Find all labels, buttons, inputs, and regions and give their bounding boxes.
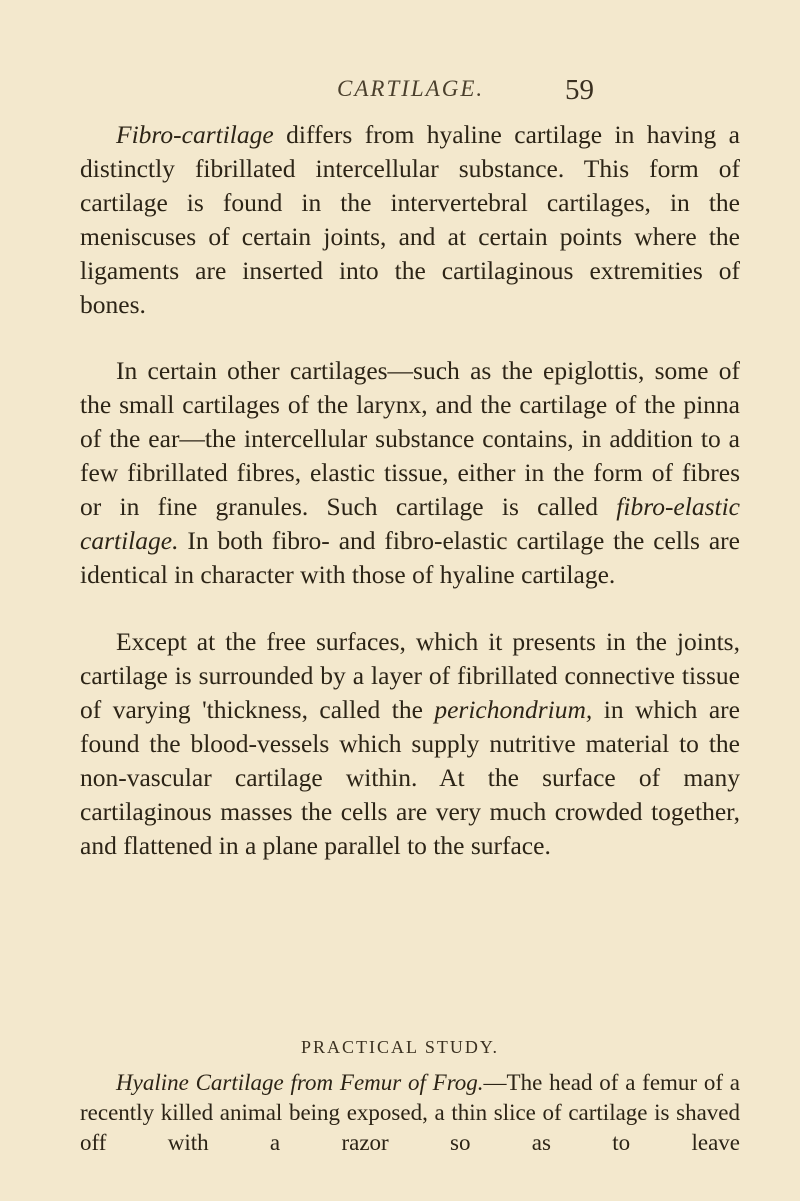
paragraph-text: —The head of a femur of a recently killed animal being exposed, a thin slice of cartilage is shaved off with a razor so as to leave: [80, 1070, 741, 1155]
paragraph-fibro-elastic: [80, 354, 740, 592]
section-heading: PRACTICAL STUDY.: [300, 1037, 500, 1057]
paragraph-text: differs from hyaline cartilage in having a distinctly fibrillated intercellular substance. This form of cartilage is found in the intervertebral cartilages, in the meniscuses of certain joints, and at certain points where the ligaments are inserted into the cartilaginous extremities of bones.: [80, 120, 740, 319]
paragraph-perichondrium: [80, 625, 740, 863]
running-head: [0, 74, 800, 114]
paragraph-practical-study: [80, 1068, 740, 1158]
running-title: CARTILAGE.: [337, 76, 485, 101]
term-fibro-elastic-cartilage: fibro-elastic cartilage.: [80, 492, 740, 555]
term-fibro-cartilage: Fibro-cartilage: [116, 120, 274, 149]
paragraph-text: Except at the free surfaces, which it presents in the joints, cartilage is surrounded by a layer of fibrillated connective tissue of varying 'thickness, called the: [80, 627, 740, 724]
term-hyaline-cartilage: Hyaline Cartilage from Femur of Frog.: [116, 1070, 484, 1095]
paragraph-fibro-cartilage: [80, 118, 740, 322]
paragraph-text: In both fibro- and fibro-elastic cartilage the cells are identical in character with those of hyaline cartilage.: [80, 526, 740, 589]
page-number: 59: [565, 74, 594, 106]
term-perichondrium: perichondrium,: [434, 695, 593, 724]
paragraph-text: in which are found the blood-vessels which supply nutritive material to the non-vascular cartilage within. At the surface of many cartilaginous masses the cells are very much crowded together, and flattened in a plane parallel to the surface.: [80, 695, 740, 860]
paragraph-text: In certain other cartilages—such as the epiglottis, some of the small cartilages of the larynx, and the cartilage of the pinna of the ear—the intercellular substance contains, in addition to a few fibrillated fibres, elastic tissue, either in the form of fibres or in fine granules. Such cartilage is called: [80, 356, 740, 521]
